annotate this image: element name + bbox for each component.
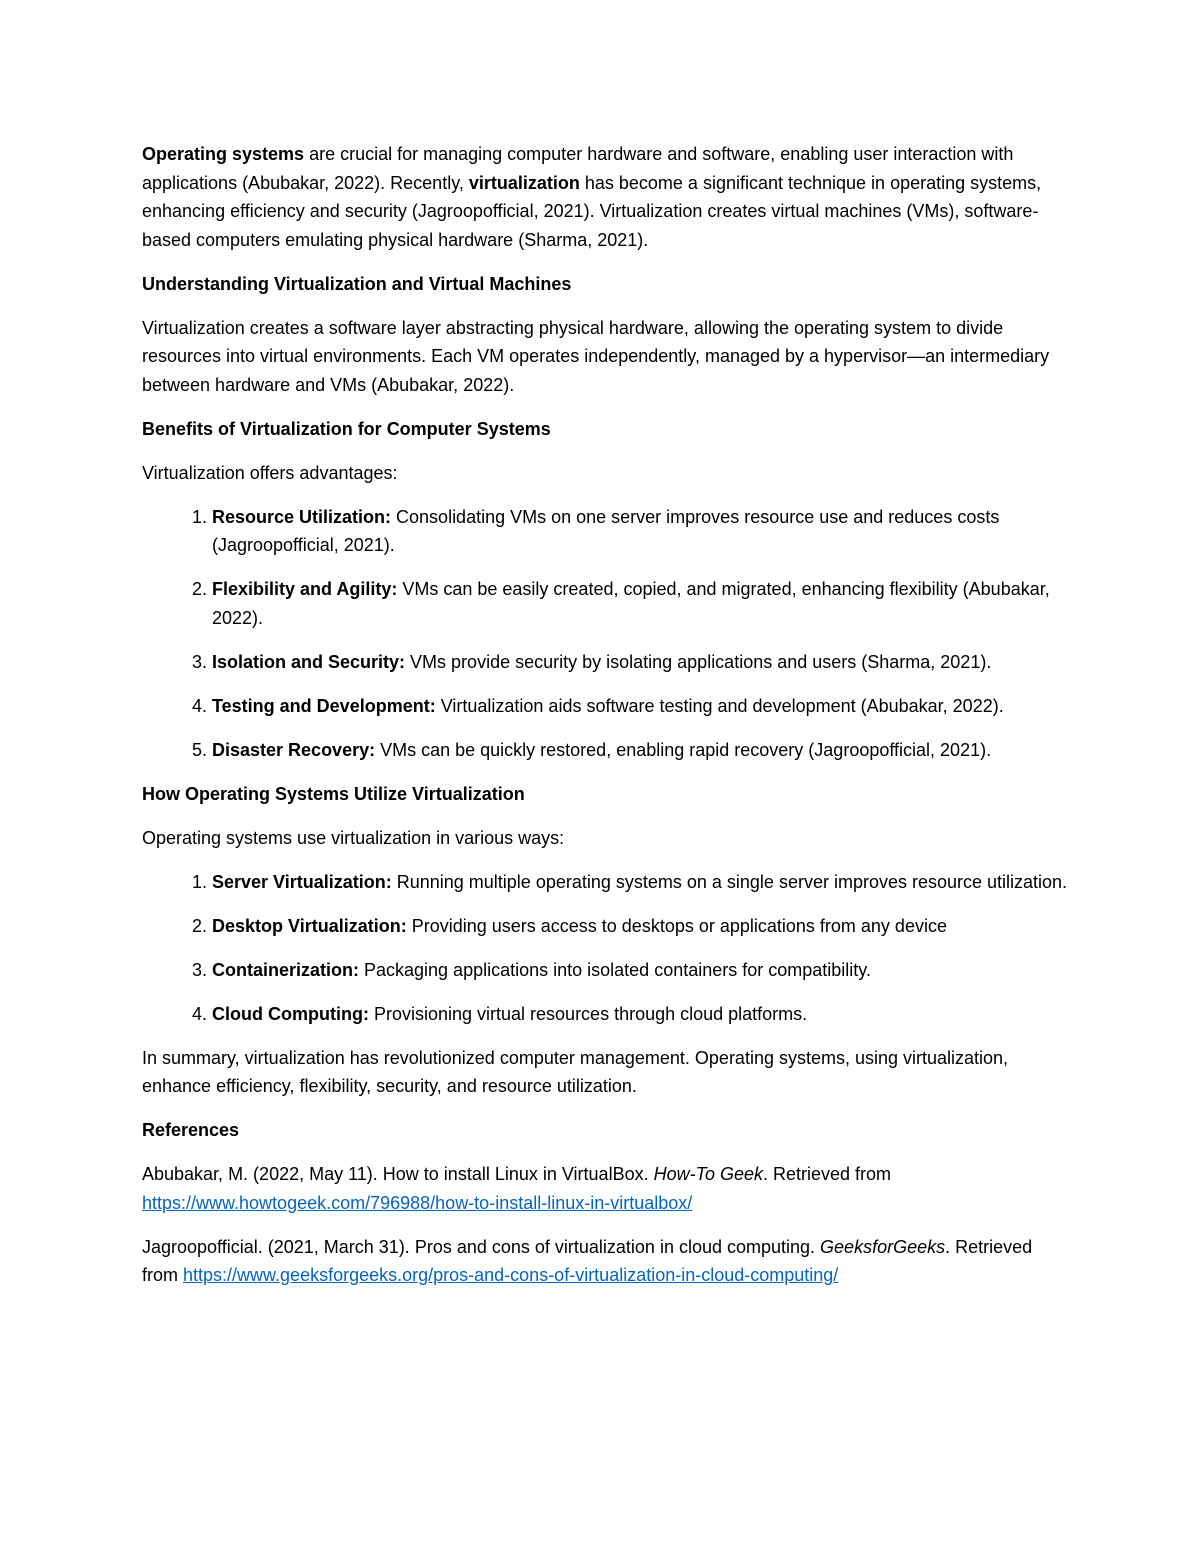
reference-entry-jagroopofficial (142, 1233, 1072, 1290)
usage-list (142, 868, 1072, 1029)
list-item-text: Provisioning virtual resources through cloud platforms. (368, 1003, 808, 1024)
list-item (212, 868, 1072, 897)
list-item-text: Providing users access to desktops or applications from any device (406, 915, 947, 936)
intro-term-virtualization: virtualization (468, 172, 580, 193)
benefits-list (142, 503, 1072, 765)
reference-entry-abubakar (142, 1160, 1072, 1217)
reference-retrieved: . Retrieved from (142, 1236, 1033, 1285)
list-item (212, 912, 1072, 941)
section-benefits-intro: Virtualization offers advantages: (142, 462, 398, 483)
section-heading-benefits: Benefits of Virtualization for Computer Systems (142, 418, 551, 439)
intro-text-1: are crucial for managing computer hardware and software, enabling user interaction with applications (Abubakar, 2022). Recently, (142, 144, 1014, 193)
list-item-title: Flexibility and Agility: (212, 579, 398, 599)
reference-retrieved: . Retrieved from (762, 1164, 892, 1184)
intro-paragraph (142, 140, 1072, 254)
intro-term-operating-systems: Operating systems (142, 144, 305, 164)
list-item-text: VMs can be easily created, copied, and migrated, enhancing flexibility (Abubakar, 2022). (212, 579, 1050, 628)
list-item-title: Resource Utilization: (212, 506, 392, 527)
references-heading: References (142, 1120, 240, 1140)
list-item-title: Disaster Recovery: (212, 739, 376, 760)
section-heading-understanding: Understanding Virtualization and Virtual Machines (142, 273, 572, 294)
list-item (212, 956, 1072, 985)
section-how-os-intro: Operating systems use virtualization in various ways: (142, 827, 565, 848)
section-heading-how-os-utilize: How Operating Systems Utilize Virtualization (142, 783, 525, 804)
intro-text-2: has become a significant technique in operating systems, enhancing efficiency and security (Jagroopofficial, 2021). Virtualization creates virtual machines (VMs), software-based computers emulating physical hardware (Sharma, 2021). (142, 172, 1042, 250)
section-understanding-body: Virtualization creates a software layer abstracting physical hardware, allowing the operating system to divide resources into virtual environments. Each VM operates independently, managed by a hypervisor—an intermediary between hardware and VMs (Abubakar, 2022). (142, 317, 1050, 395)
list-item (212, 736, 1072, 765)
document-page (142, 140, 1072, 1305)
list-item-title: Server Virtualization: (212, 871, 392, 892)
list-item-text: VMs can be quickly restored, enabling rapid recovery (Jagroopofficial, 2021). (375, 739, 992, 760)
reference-link-howtogeek[interactable]: https://www.howtogeek.com/796988/how-to-install-linux-in-virtualbox/ (142, 1192, 693, 1213)
reference-text: Abubakar, M. (2022, May 11). How to install Linux in VirtualBox. (142, 1164, 654, 1184)
list-item-title: Containerization: (212, 959, 359, 980)
list-item-title: Cloud Computing: (212, 1003, 369, 1024)
list-item-title: Testing and Development: (212, 695, 436, 716)
list-item-title: Isolation and Security: (212, 651, 406, 672)
list-item-text: Virtualization aids software testing and development (Abubakar, 2022). (435, 695, 1004, 716)
reference-text: Jagroopofficial. (2021, March 31). Pros and cons of virtualization in cloud computing. (142, 1236, 821, 1257)
list-item-text: Consolidating VMs on one server improves resource use and reduces costs (Jagroopofficial, 2021). (212, 506, 1000, 555)
reference-link-geeksforgeeks[interactable]: https://www.geeksforgeeks.org/pros-and-cons-of-virtualization-in-cloud-computing/ (183, 1265, 839, 1285)
list-item (212, 1000, 1072, 1029)
list-item (212, 503, 1072, 560)
reference-source: GeeksforGeeks (820, 1236, 946, 1257)
list-item (212, 575, 1072, 632)
list-item-text: Packaging applications into isolated containers for compatibility. (359, 959, 871, 980)
list-item-text: Running multiple operating systems on a single server improves resource utilization. (391, 871, 1068, 892)
list-item-title: Desktop Virtualization: (212, 915, 407, 936)
reference-source: How-To Geek (653, 1164, 763, 1184)
list-item (212, 648, 1072, 677)
summary-paragraph: In summary, virtualization has revolutionized computer management. Operating systems, using virtualization, enhance efficiency, flexibility, security, and resource utilization. (142, 1047, 1009, 1096)
list-item-text: VMs provide security by isolating applications and users (Sharma, 2021). (405, 651, 992, 672)
list-item (212, 692, 1072, 721)
